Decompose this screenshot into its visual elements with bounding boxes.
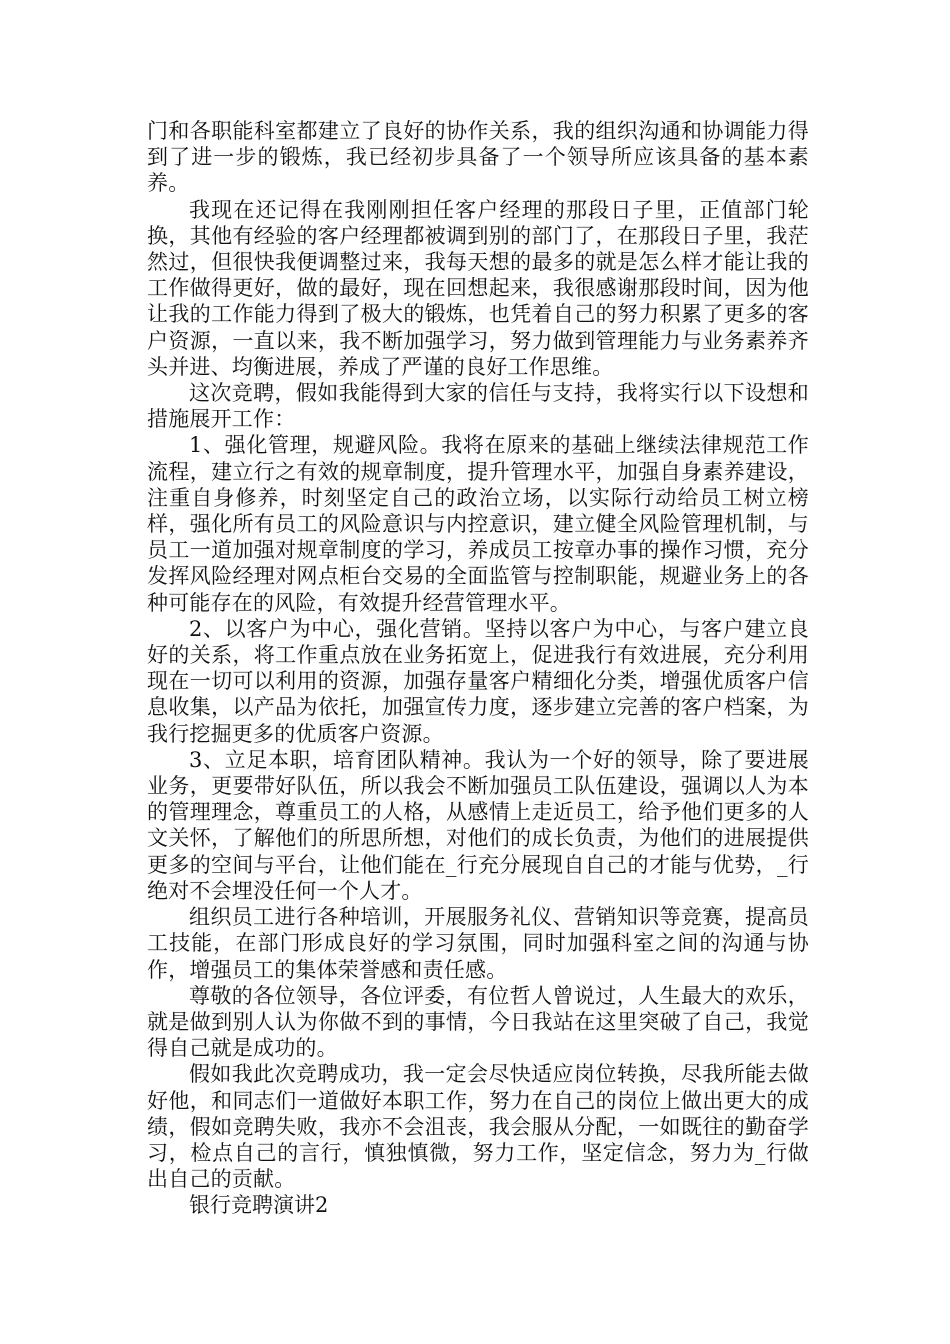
document-page	[147, 118, 809, 1219]
paragraph-3: 这次竞聘，假如我能得到大家的信任与支持，我将实行以下设想和措施展开工作：	[147, 381, 809, 432]
paragraph-8: 尊敬的各位领导，各位评委，有位哲人曾说过，人生最大的欢乐，就是做到别人认为你做不到的事情，今日我站在这里突破了自己，我觉得自己就是成功的。	[147, 983, 809, 1061]
paragraph-1: 门和各职能科室都建立了良好的协作关系，我的组织沟通和协调能力得到了进一步的锻炼，我已经初步具备了一个领导所应该具备的基本素养。	[147, 119, 809, 196]
paragraph-5: 2、以客户为中心，强化营销。坚持以客户为中心，与客户建立良好的关系，将工作重点放在业务拓宽上，促进我行有效进展，充分利用现在一切可以利用的资源，加强存量客户精细化分类，增强优质客户信息收集，以产品为依托，加强宣传力度，逐步建立完善的客户档案，为我行挖掘更多的优质客户资源。	[147, 616, 809, 746]
section-heading: 银行竞聘演讲2	[189, 1193, 329, 1218]
paragraph-2: 我现在还记得在我刚刚担任客户经理的那段日子里，正值部门轮换，其他有经验的客户经理都被调到别的部门了，在那段日子里，我茫然过，但很快我便调整过来，我每天想的最多的就是怎么样才能让我的工作做得更好，做的最好，现在回想起来，我很感谢那段时间，因为他让我的工作能力得到了极大的锻炼，也凭着自己的努力积累了更多的客户资源，一直以来，我不断加强学习，努力做到管理能力与业务素养齐头并进、均衡进展，养成了严谨的良好工作思维。	[147, 197, 809, 379]
paragraph-7: 组织员工进行各种培训，开展服务礼仪、营销知识等竞赛，提高员工技能，在部门形成良好的学习氛围，同时加强科室之间的沟通与协作，增强员工的集体荣誉感和责任感。	[147, 905, 809, 982]
paragraph-6: 3、立足本职，培育团队精神。我认为一个好的领导，除了要进展业务，更要带好队伍，所以我会不断加强员工队伍建设，强调以人为本的管理理念，尊重员工的人格，从感情上走近员工，给予他们更多的人文关怀，了解他们的所思所想，对他们的成长负责，为他们的进展提供更多的空间与平台，让他们能在_行充分展现自自己的才能与优势，_行绝对不会埋没任何一个人才。	[147, 747, 809, 903]
paragraph-9: 假如我此次竞聘成功，我一定会尽快适应岗位转换，尽我所能去做好他，和同志们一道做好本职工作，努力在自己的岗位上做出更大的成绩，假如竞聘失败，我亦不会沮丧，我会服从分配，一如既往的勤奋学习，检点自己的言行，慎独慎微，努力工作，坚定信念，努力为_行做出自己的贡献。	[147, 1062, 809, 1192]
paragraph-4: 1、强化管理，规避风险。我将在原来的基础上继续法律规范工作流程，建立行之有效的规章制度，提升管理水平，加强自身素养建设，注重自身修养，时刻坚定自己的政治立场，以实际行动给员工树立榜样，强化所有员工的风险意识与内控意识，建立健全风险管理机制，与员工一道加强对规章制度的学习，养成员工按章办事的操作习惯，充分发挥风险经理对网点柜台交易的全面监管与控制职能，规避业务上的各种可能存在的风险，有效提升经营管理水平。	[147, 433, 809, 615]
